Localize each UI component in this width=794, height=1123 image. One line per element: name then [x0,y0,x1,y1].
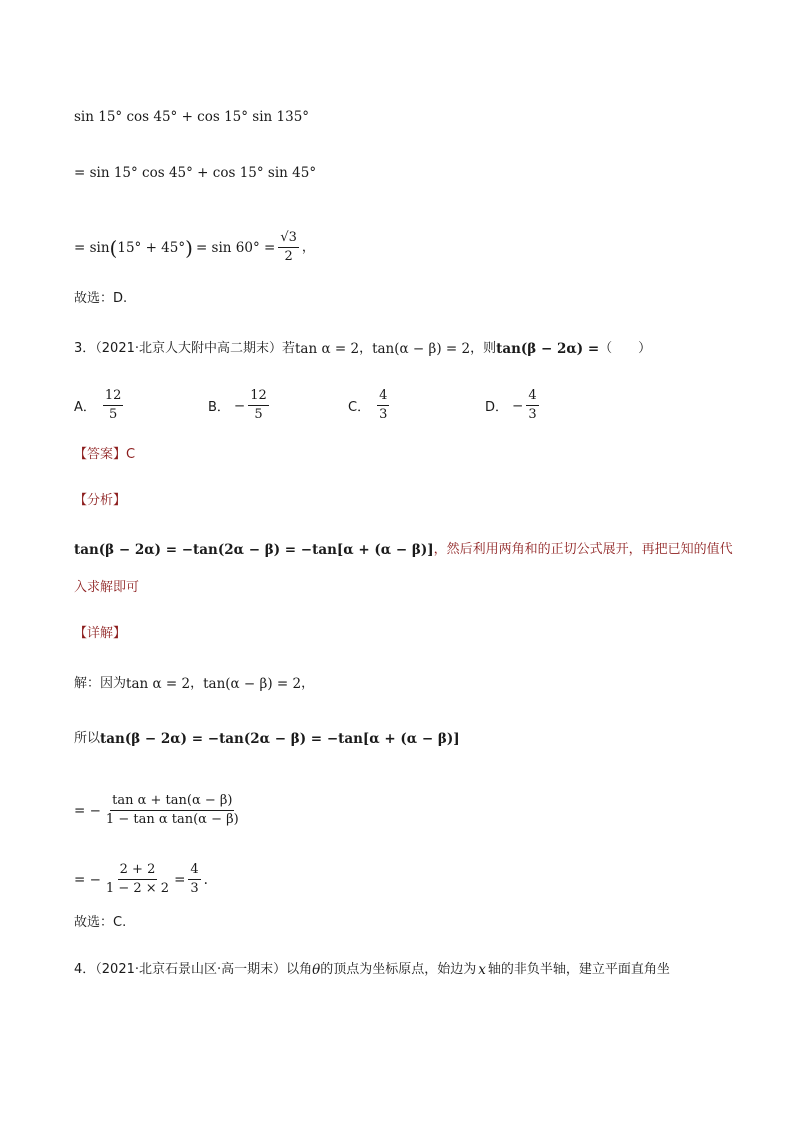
math-expr: 15° + 45° [117,239,186,256]
option-a [74,388,126,423]
prev-line-1 [74,107,309,127]
math-expr: tan α = 2 [295,341,360,357]
option-c [348,388,392,423]
choice-text: 故选：C. [74,915,127,930]
fraction [248,388,269,423]
math-expr: tan α = 2 [126,676,191,692]
fraction [278,230,299,265]
question-stem: 4．（2021·北京石景山区·高一期末）以角 [74,962,313,977]
analysis-line-2 [74,578,139,598]
detail-heading [74,624,126,644]
question-stem: 的顶点为坐标原点，始边为 [320,962,477,977]
denominator: 1 − 2 × 2 [105,881,170,896]
detail-tag: 【详解】 [74,626,127,641]
prev-line-3 [74,230,315,265]
analysis-text: 入求解即可 [74,580,140,595]
solution-text: 所以 [74,731,101,746]
fraction [188,862,200,897]
solution-line-2 [74,729,460,749]
punct: ， [301,239,315,255]
option-label: B． [208,400,230,415]
solution-eq-2 [74,862,208,897]
q3-choice [74,913,126,933]
analysis-tag: 【分析】 [74,493,127,508]
fraction [104,862,171,897]
punct: ， [190,676,204,691]
denominator: 1 − tan α tan(α − β) [105,812,239,827]
analysis-line-1 [74,540,733,560]
denominator: 3 [528,407,537,422]
math-symbol: θ [312,962,321,978]
math-expr: = sin [74,239,110,256]
q4-stem [74,960,670,980]
denominator: 2 [284,249,293,264]
fraction [377,388,389,423]
analysis-text: ，然后利用两角和的正切公式展开，再把已知的值代 [433,542,733,557]
option-label: A． [74,400,96,415]
option-label: D． [485,400,509,415]
fraction [104,793,241,828]
question-stem: 3．（2021·北京人大附中高二期末）若 [74,341,295,356]
math-expr: tan(α − β) = 2 [203,676,302,692]
punct: ， [359,341,373,356]
math-expr: tan(β − 2α) = [496,341,600,357]
solution-eq-1 [74,793,244,828]
numerator: tan α + tan(α − β) [110,793,234,811]
math-expr: = − [74,871,101,888]
choice-text: 故选：D. [74,291,128,306]
left-paren: ( [109,235,118,260]
prev-choice [74,289,127,309]
math-expr: = sin 15° cos 45° + cos 15° sin 45° [74,165,317,181]
prev-line-2 [74,163,316,183]
answer-tag: 【答案】 [74,447,127,462]
math-expr: = − [74,802,101,819]
numerator: 4 [526,388,538,406]
math-expr: tan(β − 2α) = −tan(2α − β) = −tan[α + (α − β)] [100,731,460,747]
solution-text: 解：因为 [74,676,127,691]
math-expr: tan(β − 2α) = −tan(2α − β) = −tan[α + (α − β)] [74,542,434,558]
numerator: 4 [377,388,389,406]
math-symbol: x [478,962,486,978]
numerator: √3 [278,230,299,248]
answer-value: C [126,447,136,462]
question-stem: 轴的非负半轴，建立平面直角坐 [487,962,670,977]
denominator: 3 [190,881,199,896]
solution-line-1 [74,674,314,694]
math-expr: = [174,871,186,888]
numerator: 12 [103,388,124,406]
math-expr: sin 15° cos 45° + cos 15° sin 135° [74,109,310,125]
denominator: 3 [379,407,388,422]
numerator: 12 [248,388,269,406]
right-paren: ) [185,235,193,260]
blank-paren: （ ） [599,341,652,356]
fraction [103,388,124,423]
punct: . [203,871,208,888]
sign: − [512,397,524,414]
numerator: 2 + 2 [118,862,158,880]
fraction [526,388,538,423]
punct: ， [301,676,315,691]
numerator: 4 [188,862,200,880]
option-label: C． [348,400,371,415]
question-stem: ，则 [470,341,497,356]
math-expr: tan(α − β) = 2 [372,341,471,357]
answer-line [74,445,135,465]
denominator: 5 [254,407,263,422]
sign: − [233,397,246,414]
option-d [485,388,542,423]
q3-stem [74,339,651,359]
analysis-heading [74,491,126,511]
option-b [208,388,272,423]
math-expr: = sin 60° = [195,239,276,256]
denominator: 5 [109,407,118,422]
